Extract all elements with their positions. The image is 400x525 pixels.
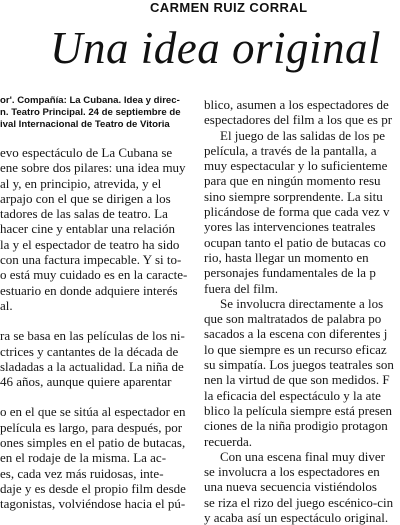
- body-text-line: estuario en donde adquiere interés: [0, 282, 178, 298]
- body-text-line: al.: [0, 297, 13, 313]
- body-text-line: Se involucra directamente a los: [220, 295, 384, 311]
- body-text-line: su simpatía. Los juegos teatrales son: [204, 357, 394, 373]
- body-text-line: ctrices y cantantes de la década de: [0, 343, 179, 359]
- body-text-line: blico, asumen a los espectadores de: [204, 97, 389, 112]
- body-text-line: o en el que se sitúa al espectador en: [0, 404, 186, 420]
- body-text-line: plicándose de forma que cada vez v: [204, 204, 390, 220]
- credits-line: ival Internacional de Teatro de Vitoria: [0, 119, 170, 130]
- paragraph-gap: [0, 389, 196, 404]
- byline: CARMEN RUIZ CORRAL: [150, 0, 308, 15]
- body-text-line: la eficacia del espectáculo y la ate: [204, 387, 381, 403]
- body-text-line: lo que siempre es un recurso eficaz: [204, 341, 387, 357]
- body-text-line: que son maltratados de palabra po: [204, 311, 382, 327]
- body-text-line: fuera del film.: [204, 280, 278, 296]
- body-text-line: con una factura impecable. Y si to-: [0, 252, 182, 268]
- body-text-line: hacer cine y entablar una relación: [0, 221, 176, 237]
- body-text-line: espectadores del film a los que es pr: [204, 112, 393, 128]
- body-text-line: Con una escena final muy diver: [220, 448, 385, 464]
- body-text-line: una nueva secuencia vistiéndolos: [204, 479, 377, 495]
- body-text-line: evo espectáculo de La Cubana se: [0, 145, 173, 160]
- body-text-line: rio, hasta llegar un momento en: [204, 249, 369, 265]
- body-text-line: 46 años, aunque quiere aparentar: [0, 374, 172, 390]
- body-text-line: o está muy cuidado es en la caracte-: [0, 267, 188, 283]
- body-text-line: sladadas a la actualidad. La niña de: [0, 358, 184, 374]
- body-text-line: sacados a la escena con diferentes j: [204, 326, 388, 342]
- body-text-line: y acaba así un espectáculo original.: [204, 510, 389, 525]
- body-text-line: ene sobre dos pilares: una idea muy: [0, 160, 186, 176]
- body-text-line: muy espectacular y lo suficienteme: [204, 158, 388, 174]
- paragraph-gap: [0, 313, 196, 328]
- body-text-line: en el rodaje de la misma. La ac-: [0, 450, 167, 466]
- body-text-line: ciones de la niña prodigio protagon: [204, 418, 388, 434]
- body-text-line: ones simples en el patio de butacas,: [0, 435, 186, 451]
- body-text-line: ra se basa en las películas de los ni-: [0, 328, 185, 344]
- body-text-line: tadores de las salas de teatro. La: [0, 206, 168, 222]
- body-text-line: yores las intervenciones teatrales: [204, 219, 376, 235]
- body-text-line: al y, en principio, atrevida, y el: [0, 175, 162, 191]
- body-text-line: para que en ningún momento resu: [204, 173, 381, 189]
- body-text-line: sino siempre sorprendente. La situ: [204, 188, 383, 204]
- body-text-line: daje y es desde el propio film desde: [0, 480, 186, 496]
- body-text-line: es, cada vez más ruidosas, inte-: [0, 465, 164, 481]
- left-column: [0, 145, 196, 512]
- body-text-line: película es largo, para después, por: [0, 419, 183, 435]
- credits-block: [0, 95, 196, 131]
- body-text-line: nen la virtud de que son medidos. F: [204, 372, 390, 388]
- body-text-line: tagonistas, volviéndose hacia el pú-: [0, 496, 186, 512]
- body-text-line: la y el espectador de teatro ha sido: [0, 236, 180, 252]
- body-text-line: El juego de las salidas de los pe: [220, 127, 385, 143]
- credits-line: n. Teatro Principal. 24 de septiembre de: [0, 107, 181, 118]
- body-text-line: película, a través de la pantalla, a: [204, 142, 377, 158]
- body-text-line: recuerda.: [204, 433, 252, 449]
- credits-line: or'. Compañía: La Cubana. Idea y direc-: [0, 95, 180, 106]
- body-text-line: personajes fundamentales de la p: [204, 265, 376, 281]
- headline: Una idea original: [50, 23, 381, 73]
- body-text-line: se involucra a los espectadores en: [204, 464, 380, 480]
- body-text-line: arpajo con el que se dirigen a los: [0, 190, 171, 206]
- body-text-line: se riza el rizo del juego escénico-cin: [204, 494, 394, 510]
- body-text-line: ocupan tanto el patio de butacas co: [204, 234, 386, 250]
- body-text-line: blico la película siempre está presen: [204, 402, 393, 418]
- right-column: [204, 97, 400, 525]
